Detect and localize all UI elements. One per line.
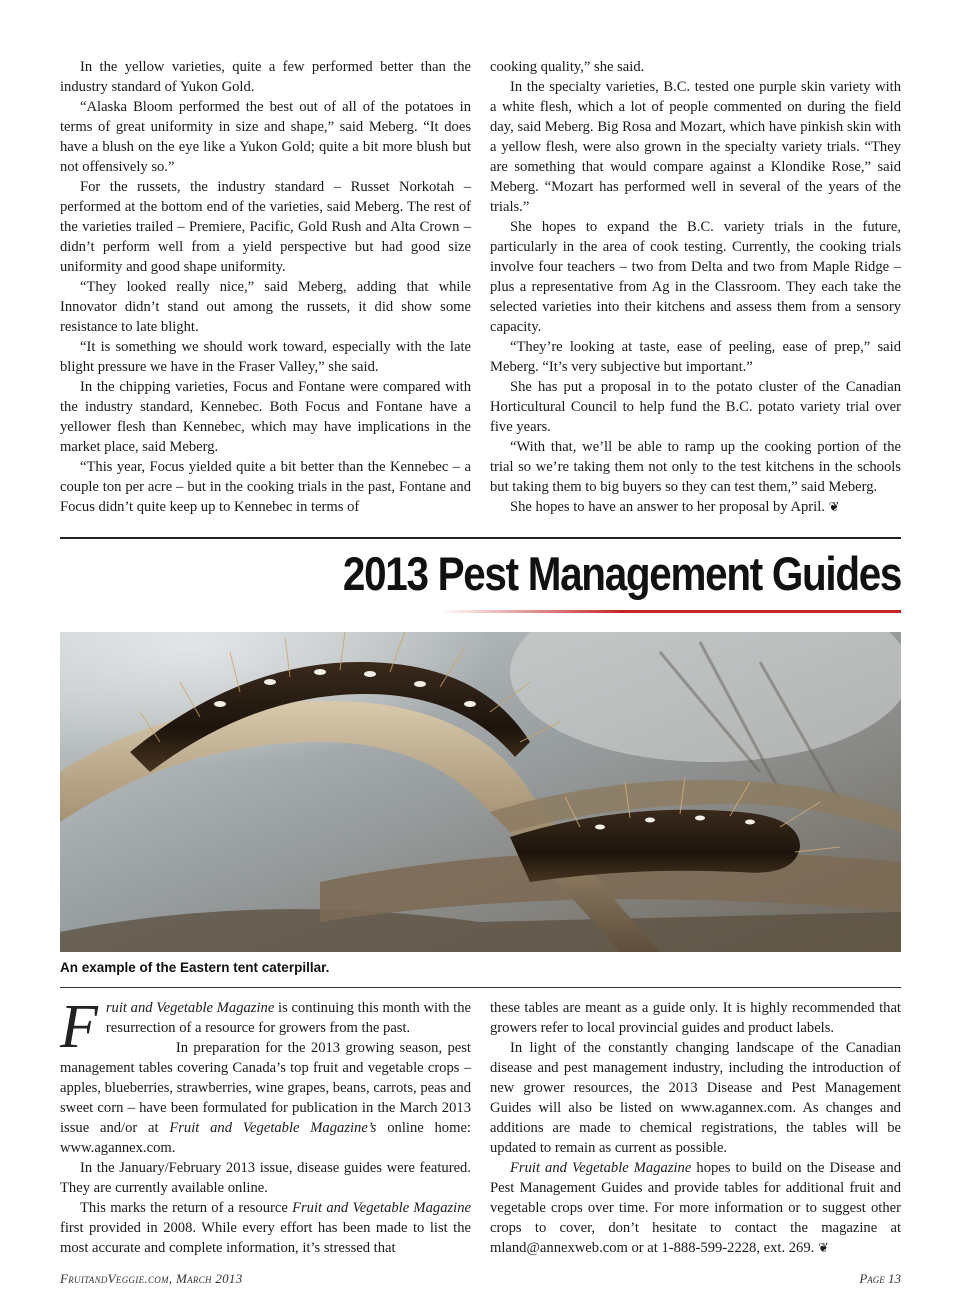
- article-column-top-right: [490, 57, 901, 517]
- paragraph: cooking quality,” she said.: [490, 59, 645, 75]
- paragraph-text: In preparation for the 2013 growing season, pest management tables covering Canada’s top fruit and vegetable crops – apples, blueberries, strawberries, wine grapes, beans, carrots, peas and sweet corn – have been formulated for publication in the March 2013 issue and/or at: [60, 1040, 471, 1136]
- paragraph: In light of the constantly changing landscape of the Canadian disease and pest management industry, including the introduction of new grower resources, the 2013 Disease and Pest Management Guides will also be listed on www.agannex.com. As changes and additions are made to chemical registrations, the tables will be updated to remain as current as possible.: [490, 1040, 901, 1156]
- magazine-name: Fruit and Vegetable Magazine’s: [169, 1120, 377, 1136]
- paragraph-text: hopes to build on the Disease and Pest Management Guides and provide tables for additional fruit and vegetable crops over time. For more information or to suggest other crops to cover, don’t hesitate to contact the magazine at mland@annexweb.com or at 1-888-599-2228, ext. 269.: [490, 1160, 901, 1256]
- caterpillar-photo: [60, 632, 901, 952]
- lead-paragraph: [60, 993, 471, 1061]
- paragraph: [490, 1158, 901, 1258]
- paragraph: “They’re looking at taste, ease of peeling, ease of prep,” said Meberg. “It’s very subjective but important.”: [490, 339, 901, 375]
- end-mark-icon: ❦: [828, 499, 840, 514]
- paragraph: She has put a proposal in to the potato cluster of the Canadian Horticultural Council to help fund the B.C. potato variety trial over five years.: [490, 379, 901, 435]
- paragraph: “With that, we’ll be able to ramp up the cooking portion of the trial so we’re taking them not only to the test kitchens in the schools but taking them to big buyers so they can test them,” said Meberg.: [490, 439, 901, 495]
- article-column-bottom-left: [60, 993, 471, 1258]
- article-column-top-left: [60, 57, 471, 517]
- caption-divider: [60, 987, 901, 988]
- paragraph-text: She hopes to have an answer to her proposal by April.: [510, 499, 825, 515]
- paragraph: [60, 1198, 471, 1258]
- paragraph-text: This marks the return of a resource: [80, 1200, 293, 1216]
- article-column-bottom-right: [490, 998, 901, 1258]
- headline-accent-rule: [440, 610, 901, 613]
- end-mark-icon: ❦: [817, 1240, 829, 1255]
- footer-page-number: Page 13: [859, 1271, 901, 1286]
- magazine-name: ruit and Vegetable Magazine: [105, 1000, 275, 1016]
- photo-caption: An example of the Eastern tent caterpillar.: [60, 960, 330, 975]
- paragraph: “They looked really nice,” said Meberg, adding that while Innovator didn’t stand out among the russets, it did show some resistance to late blight.: [60, 279, 471, 335]
- paragraph: “Alaska Bloom performed the best out of all of the potatoes in terms of great uniformity in size and shape,” said Meberg. “It does have a blush on the eye like a Yukon Gold; quite a bit more blush but not offensively so.”: [60, 99, 471, 175]
- section-divider: [60, 537, 901, 539]
- article-headline: 2013 Pest Management Guides: [342, 547, 901, 600]
- paragraph: In the chipping varieties, Focus and Fontane were compared with the industry standard, Kennebec. Both Focus and Fontane have a yellower flesh than Kennebec, which may have implications in the market place, said Meberg.: [60, 379, 471, 455]
- paragraph: [490, 497, 901, 517]
- magazine-name: Fruit and Vegetable Magazine: [510, 1160, 692, 1176]
- paragraph: In the yellow varieties, quite a few performed better than the industry standard of Yukon Gold.: [60, 59, 471, 95]
- paragraph: “This year, Focus yielded quite a bit better than the Kennebec – a couple ton per acre – but in the cooking trials in the past, Fontane and Focus didn’t quite keep up to Kennebec in terms of: [60, 459, 471, 515]
- paragraph: “It is something we should work toward, especially with the late blight pressure we have in the Fraser Valley,” she said.: [60, 339, 471, 375]
- paragraph: [60, 1038, 471, 1158]
- paragraph: these tables are meant as a guide only. It is highly recommended that growers refer to local provincial guides and product labels.: [490, 1000, 901, 1036]
- paragraph: In the specialty varieties, B.C. tested one purple skin variety with a white flesh, which a lot of people commented on during the field day, said Meberg. Big Rosa and Mozart, which have pinkish skin with a yellow flesh, were also grown in the specialty variety trials. “They are something that would compare against a Klondike Rose,” said Meberg. “Mozart has performed well in several of the years of the trials.”: [490, 79, 901, 215]
- magazine-name: Fruit and Vegetable Magazine: [292, 1200, 471, 1216]
- paragraph-text: is continuing this month with the resurrection of a resource for growers from the past.: [105, 1000, 471, 1036]
- paragraph: For the russets, the industry standard – Russet Norkotah – performed at the bottom end of the varieties, said Meberg. The rest of the varieties trailed – Premiere, Pacific, Gold Rush and Alta Crown – didn’t perform well from a yield perspective but had good size uniformity and good shape uniformity.: [60, 179, 471, 275]
- footer-publication: FruitandVeggie.com, March 2013: [60, 1271, 243, 1286]
- drop-cap: F: [60, 993, 98, 1061]
- paragraph: She hopes to expand the B.C. variety trials in the future, particularly in the area of cook testing. Currently, the cooking trials involve four teachers – two from Delta and two from Maple Ridge – plus a representative from Ag in the Classroom. They each take the selected varieties into their kitchens and assess them from a sensory capacity.: [490, 219, 901, 335]
- paragraph: In the January/February 2013 issue, disease guides were featured. They are currently available online.: [60, 1160, 471, 1196]
- paragraph-text: online home: www.agannex.com.: [60, 1120, 471, 1156]
- paragraph-text: first provided in 2008. While every effort has been made to list the most accurate and complete information, it’s stressed that: [60, 1220, 471, 1256]
